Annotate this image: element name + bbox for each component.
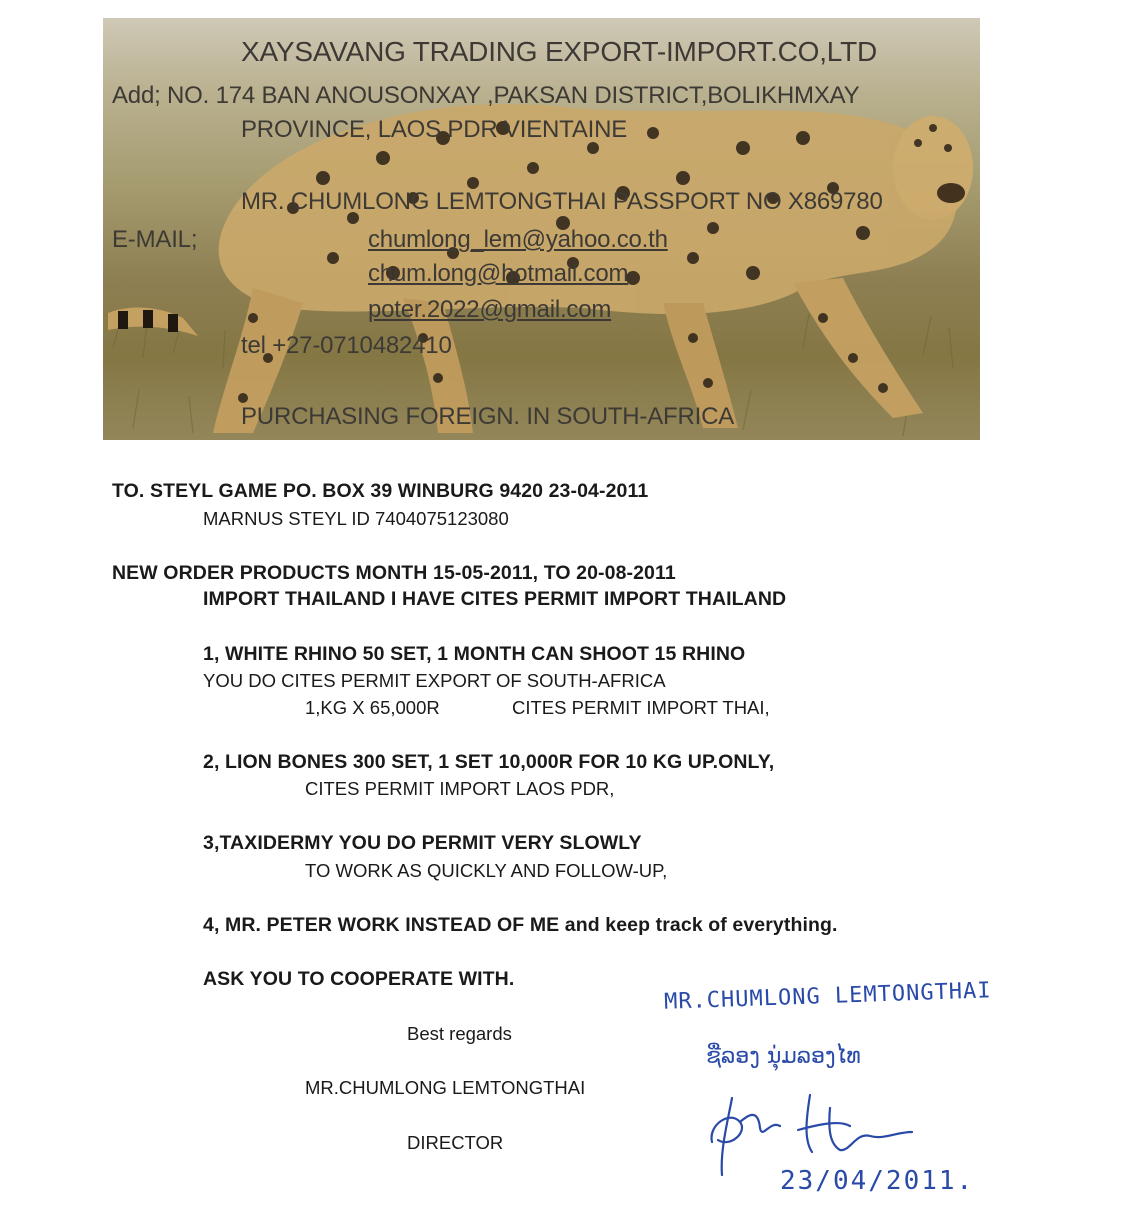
purchasing-line: PURCHASING FOREIGN. IN SOUTH-AFRICA xyxy=(241,403,735,430)
item-1-title: 1, WHITE RHINO 50 SET, 1 MONTH CAN SHOOT 15 RHINO xyxy=(203,643,746,665)
item-1-permit: CITES PERMIT IMPORT THAI, xyxy=(512,697,770,718)
recipient-line: TO. STEYL GAME PO. BOX 39 WINBURG 9420 23-04-2011 xyxy=(112,480,649,502)
order-heading: NEW ORDER PRODUCTS MONTH 15-05-2011, TO 20-08-2011 xyxy=(112,562,676,584)
item-3-detail: TO WORK AS QUICKLY AND FOLLOW-UP, xyxy=(305,860,668,881)
address-line-1: Add; NO. 174 BAN ANOUSONXAY ,PAKSAN DISTRICT,BOLIKHMXAY xyxy=(112,82,860,109)
handwritten-signature xyxy=(700,1080,930,1180)
item-4-title: 4, MR. PETER WORK INSTEAD OF ME and keep track of everything. xyxy=(203,914,838,936)
signoff-name: MR.CHUMLONG LEMTONGTHAI xyxy=(305,1077,586,1098)
item-3-title: 3,TAXIDERMY YOU DO PERMIT VERY SLOWLY xyxy=(203,832,642,854)
closing-request: ASK YOU TO COOPERATE WITH. xyxy=(203,968,515,990)
best-regards: Best regards xyxy=(407,1023,512,1044)
email-link-2[interactable]: chum.long@hotmail.com xyxy=(368,260,629,287)
handwritten-lao-name: ຊື່ລອງ ນຸ່ມລອງໄທ xyxy=(706,1044,861,1069)
item-1-detail: YOU DO CITES PERMIT EXPORT OF SOUTH-AFRICA xyxy=(203,670,666,691)
item-2-detail: CITES PERMIT IMPORT LAOS PDR, xyxy=(305,778,615,799)
letterhead-banner xyxy=(103,18,980,440)
email-label: E-MAIL; xyxy=(112,226,198,253)
email-link-1[interactable]: chumlong_lem@yahoo.co.th xyxy=(368,226,668,253)
address-line-2: PROVINCE, LAOS PDR VIENTAINE xyxy=(241,116,628,143)
telephone: tel +27-0710482410 xyxy=(241,332,452,359)
item-2-title: 2, LION BONES 300 SET, 1 SET 10,000R FOR 10 KG UP.ONLY, xyxy=(203,751,775,773)
item-1-price: 1,KG X 65,000R xyxy=(305,697,440,718)
signoff-title: DIRECTOR xyxy=(407,1132,504,1153)
handwritten-date: 23/04/2011. xyxy=(780,1166,975,1196)
order-subheading: IMPORT THAILAND I HAVE CITES PERMIT IMPORT THAILAND xyxy=(203,588,787,610)
email-link-3[interactable]: poter.2022@gmail.com xyxy=(368,296,612,323)
contact-person: MR. CHUMLONG LEMTONGTHAI PASSPORT NO X869780 xyxy=(241,188,883,215)
company-name: XAYSAVANG TRADING EXPORT-IMPORT.CO,LTD xyxy=(241,36,878,67)
recipient-id-line: MARNUS STEYL ID 7404075123080 xyxy=(203,508,509,529)
handwritten-name: MR.CHUMLONG LEMTONGTHAI xyxy=(663,978,992,1015)
